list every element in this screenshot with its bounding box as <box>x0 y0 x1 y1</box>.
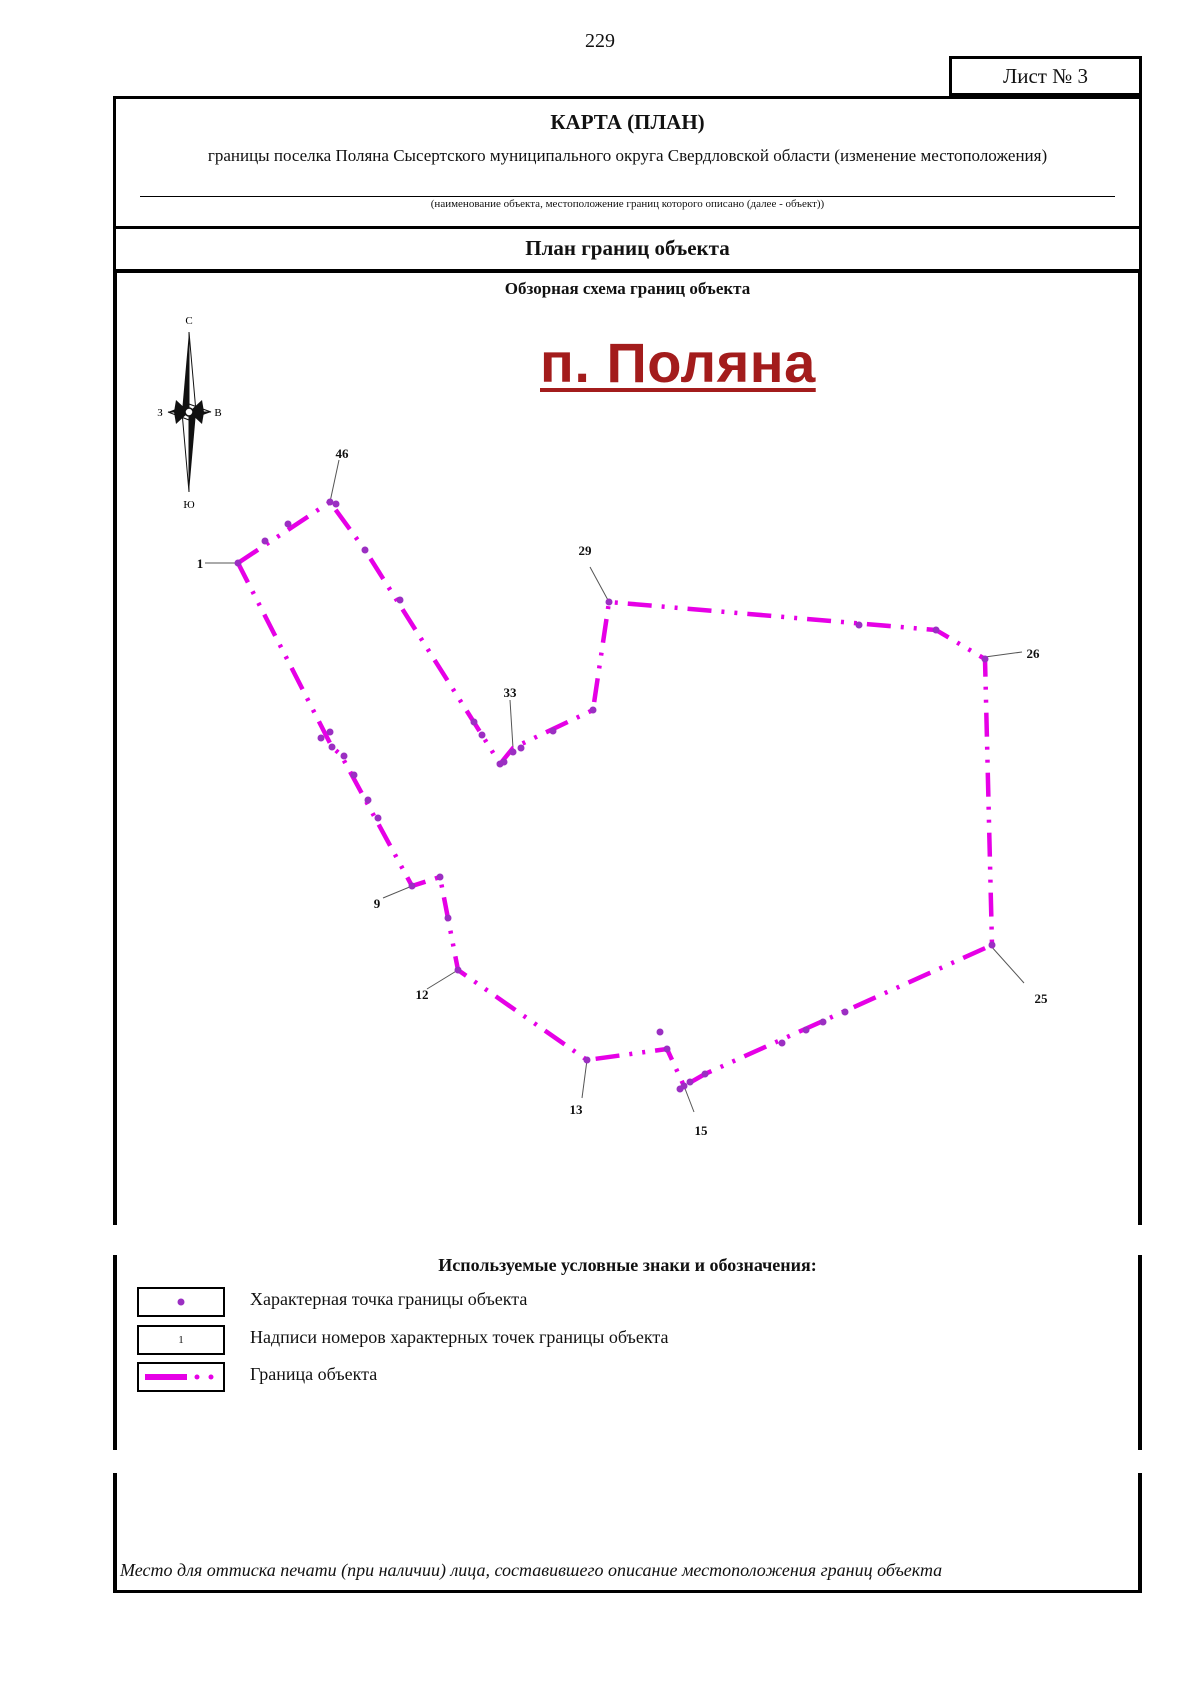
point-label: 26 <box>1026 646 1040 661</box>
point-label: 12 <box>415 987 429 1002</box>
object-boundary <box>238 502 992 1086</box>
point-label: 33 <box>503 685 517 700</box>
stamp-place-text: Место для оттиска печати (при наличии) лица, составившего описание местоположения границ объекта <box>120 1560 943 1580</box>
legend-label-sample: 1 <box>178 1334 184 1346</box>
legend-label-symbol <box>137 1325 225 1355</box>
plan-title: План границ объекта <box>525 236 730 260</box>
point-label: 15 <box>694 1123 708 1138</box>
legend-right-border <box>1138 1255 1142 1450</box>
legend-left-border <box>113 1255 117 1450</box>
label-leaders <box>205 460 1024 1112</box>
point-icon <box>171 1296 191 1308</box>
overview-title: Обзорная схема границ объекта <box>504 279 751 298</box>
compass-rose-icon <box>168 332 211 492</box>
stamp-right-border <box>1138 1473 1142 1593</box>
legend-title: Используемые условные знаки и обозначения: <box>438 1255 817 1275</box>
stamp-left-border <box>113 1473 117 1593</box>
legend-point-symbol <box>137 1287 225 1317</box>
compass-west-label: З <box>157 407 163 419</box>
map-document-title: КАРТА (ПЛАН) <box>550 110 705 134</box>
compass-east-label: В <box>214 407 222 419</box>
legend-boundary-symbol <box>137 1362 225 1392</box>
page-number: 229 <box>585 30 615 52</box>
legend-point-label: Характерная точка границы объекта <box>250 1289 528 1309</box>
point-label: 25 <box>1034 991 1048 1006</box>
point-label: 1 <box>196 556 204 571</box>
stamp-bottom-border <box>113 1590 1142 1593</box>
sheet-label-text: Лист № 3 <box>1002 63 1088 88</box>
point-label: 13 <box>569 1102 583 1117</box>
legend-label-label: Надписи номеров характерных точек границы объекта <box>250 1327 669 1347</box>
object-name-caption: (наименование объекта, местоположение границ которого описано (далее - объект)) <box>430 198 825 210</box>
map-title: п. Поляна <box>540 331 816 394</box>
boundary-line-icon <box>141 1370 221 1384</box>
compass-south-label: Ю <box>183 499 195 511</box>
point-label: 29 <box>578 543 592 558</box>
compass-north-label: С <box>185 315 193 327</box>
boundary-points <box>235 499 996 1093</box>
object-name: границы поселка Поляна Сысертского муниципального округа Свердловской области (изменение местоположения) <box>207 146 1048 165</box>
point-label: 46 <box>335 446 349 461</box>
point-label: 9 <box>373 896 381 911</box>
legend-boundary-label: Граница объекта <box>250 1364 378 1384</box>
